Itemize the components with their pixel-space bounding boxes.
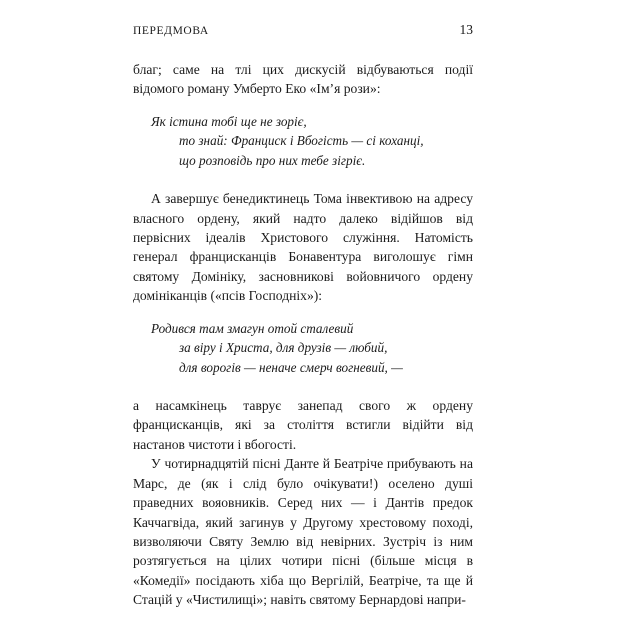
verse-line: Як істина тобі ще не зоріє, — [151, 113, 307, 129]
verse-line: за віру і Христа, для друзів — любий, — [179, 340, 388, 356]
paragraph-2: А завершує бенедиктинець Тома інвективою на адресу власного ордену, який надто далеко відійшов від первісних ідеалів Христового служіння. Натомість генерал францисканців Бонавентура виголошує гімн святому Домініку, засновникові войовничого ордену домініканців («псів Господніх»): — [133, 191, 473, 304]
verse-block-2 — [133, 319, 473, 377]
verse-line: для ворогів — неначе смерч вогневий, — — [179, 359, 403, 375]
verse-line: то знай: Франциск і Вбогість — сі коханці, — [179, 133, 424, 149]
verse-line: Родився там змагун отой сталевий — [151, 320, 354, 336]
running-head: ПЕРЕДМОВА — [133, 25, 209, 37]
page-number: 13 — [459, 22, 473, 37]
paragraph-3: а насамкінець таврує занепад свого ж ордену францисканців, які за століття встигли відійти від настанов чистоти і вбогості. — [133, 397, 473, 452]
verse-line: що розповідь про них тебе зігріє. — [179, 152, 366, 168]
paragraph-1: благ; саме на тлі цих дискусій відбуваються події відомого роману Умберто Еко «Ім’я рози»: — [133, 62, 473, 97]
verse-block-1 — [133, 112, 473, 170]
paragraph-4: У чотирнадцятій пісні Данте й Беатріче прибувають на Марс, де (як і слід було очікувати!) оселено душі праведних вояовників. Серед них — і Дантів предок Каччагвіда, який загинув у Другому хрестовому поході, визволяючи Святу Землю від невірних. Зустріч із ним розтягується на цілих чотири пісні (більше місця в «Комедії» посідають хіба що Вергілій, Беатріче, та ще й Стацій у «Чистилищі»; навіть святому Бернардові напри- — [133, 456, 473, 608]
page-header — [133, 22, 473, 38]
page-content — [133, 22, 473, 610]
